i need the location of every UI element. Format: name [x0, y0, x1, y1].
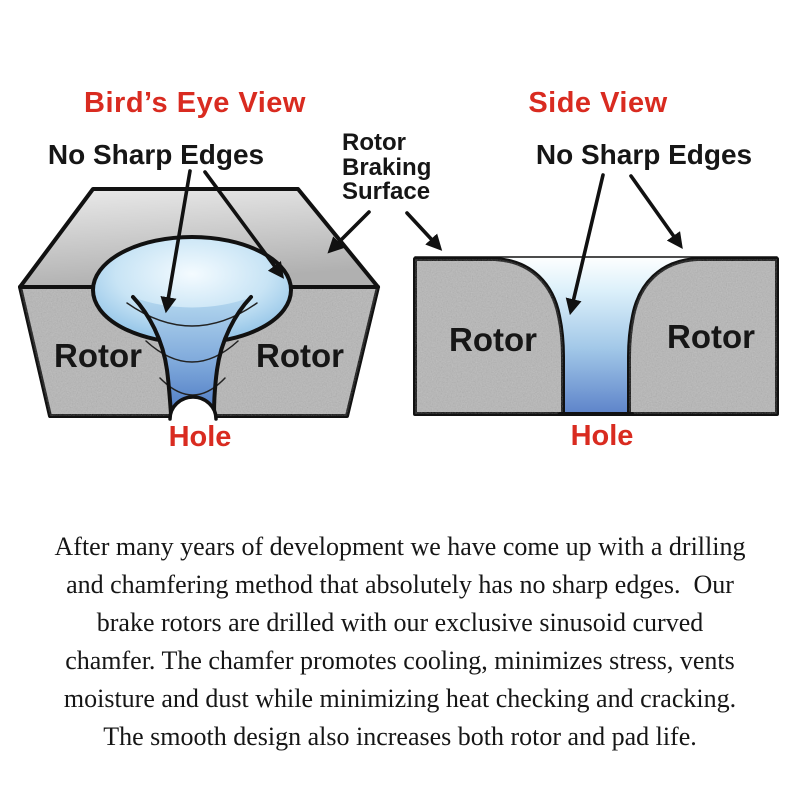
birds-eye-rotor-label-right: Rotor: [256, 337, 344, 374]
side-view-rotor-label-right: Rotor: [667, 318, 755, 355]
description-paragraph: [0, 528, 800, 756]
rotor-braking-surface-label: [342, 131, 431, 205]
arrow-no-sharp-right-2: [631, 176, 675, 238]
paragraph-line: moisture and dust while minimizing heat checking and cracking.: [63, 684, 737, 713]
birds-eye-view-title: Bird’s Eye View: [84, 87, 306, 119]
rotor-braking-surface-line1: Rotor: [342, 129, 406, 156]
paragraph-line: chamfer. The chamfer promotes cooling, minimizes stress, vents: [65, 646, 735, 675]
side-view-title: Side View: [528, 87, 668, 119]
paragraph-line: brake rotors are drilled with our exclusive sinusoid curved: [96, 608, 704, 637]
birds-eye-hole-label: Hole: [168, 421, 232, 453]
paragraph-line: The smooth design also increases both rotor and pad life.: [103, 722, 697, 751]
no-sharp-edges-label-right: No Sharp Edges: [535, 139, 753, 170]
arrow-braking-surface-right: [407, 213, 433, 241]
side-view-rotor-label-left: Rotor: [449, 321, 537, 358]
paragraph-line: After many years of development we have come up with a drilling: [54, 532, 746, 561]
side-view-hole-label: Hole: [570, 420, 634, 452]
rotor-braking-surface-line2: Braking: [342, 153, 432, 181]
no-sharp-edges-label-left: No Sharp Edges: [47, 139, 265, 170]
arrow-braking-surface-left: [337, 212, 369, 244]
birds-eye-figure: [20, 189, 378, 419]
birds-eye-rotor-label-left: Rotor: [54, 337, 142, 374]
rotor-braking-surface-line3: Surface: [342, 178, 431, 205]
paragraph-line: and chamfering method that absolutely has no sharp edges. Our: [66, 570, 734, 599]
